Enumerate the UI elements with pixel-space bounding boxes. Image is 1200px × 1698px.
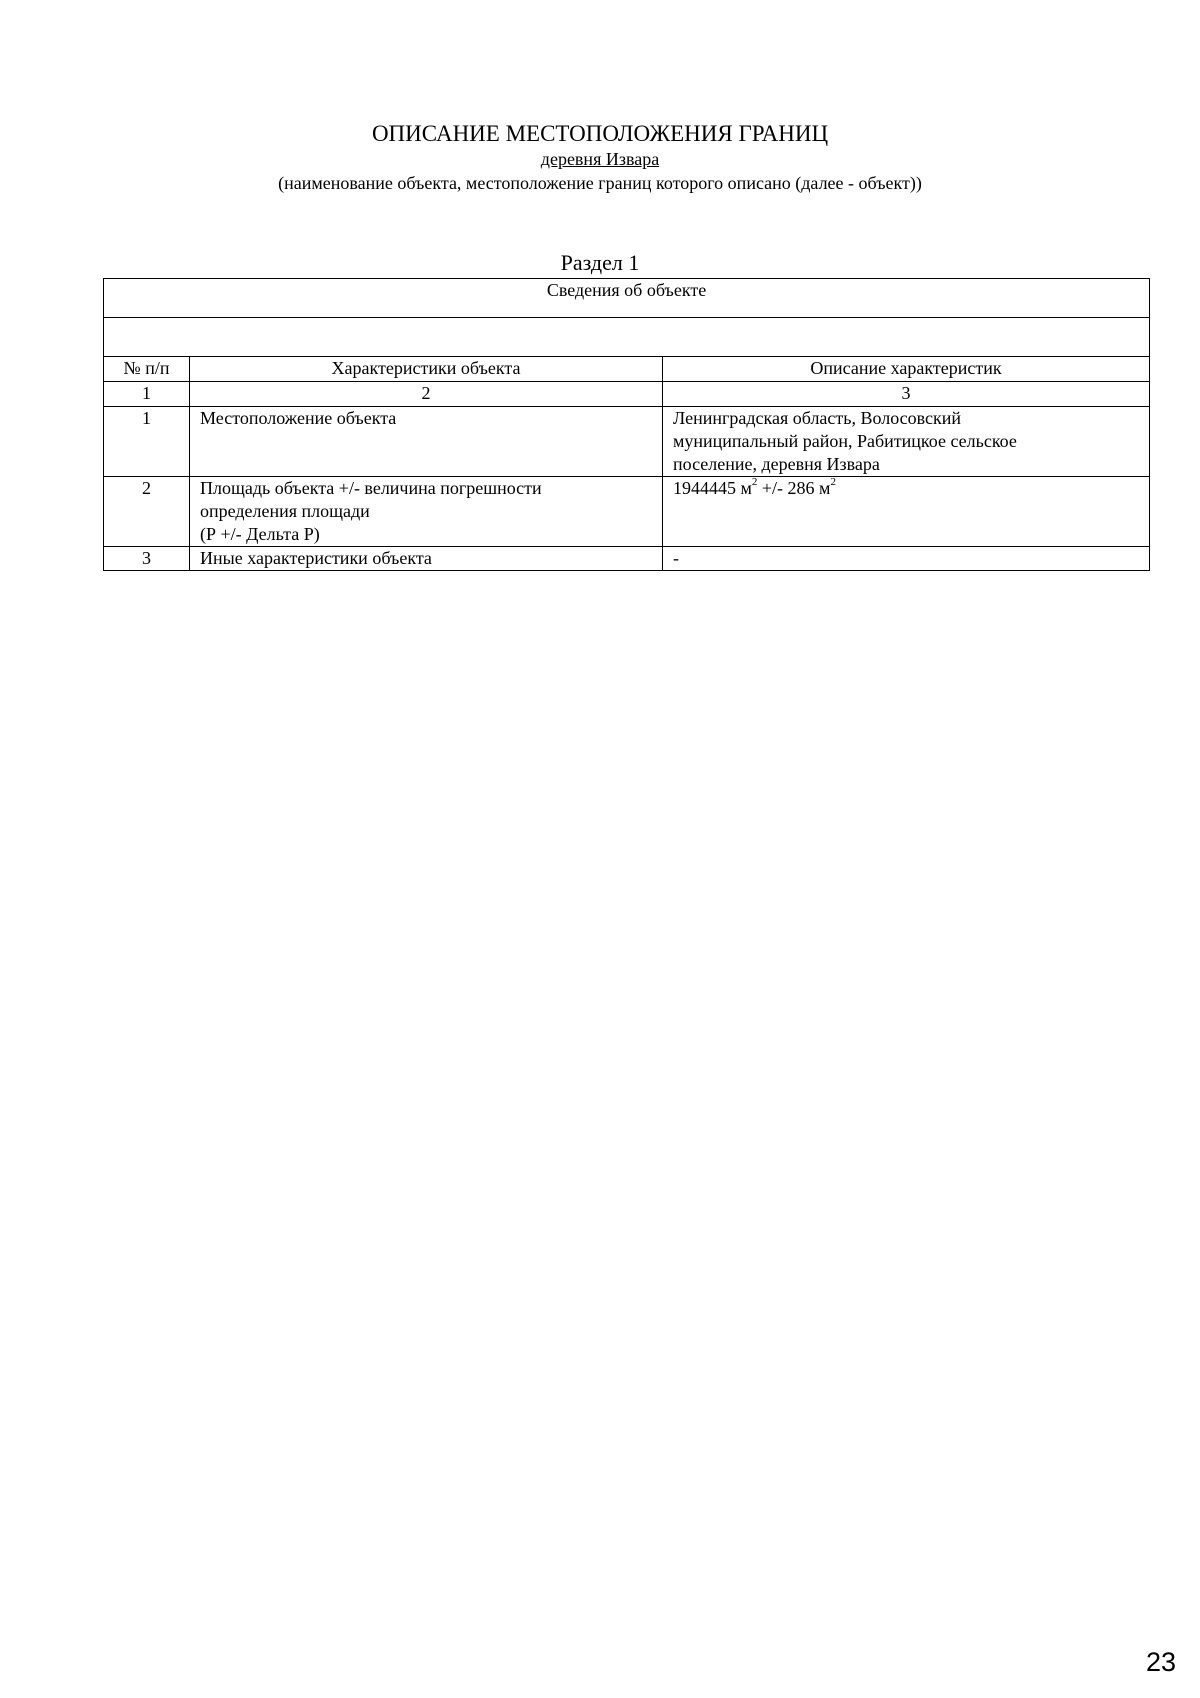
area-tolerance: +/- 286 м <box>757 478 831 498</box>
row-description <box>663 407 1150 477</box>
tolerance-unit-power: 2 <box>830 476 836 488</box>
row-characteristic: Иные характеристики объекта <box>190 547 663 571</box>
table-empty-cell <box>104 318 1150 357</box>
page-number: 23 <box>1145 1647 1176 1677</box>
column-number-1: 1 <box>104 382 190 407</box>
header-num: № п/п <box>104 357 190 382</box>
description-line: поселение, деревня Извара <box>673 454 880 474</box>
column-number-2: 2 <box>190 382 663 407</box>
object-info-table <box>103 278 1150 571</box>
header-characteristic: Характеристики объекта <box>190 357 663 382</box>
column-number-row <box>104 382 1150 407</box>
table-empty-row <box>104 318 1150 357</box>
table-caption: Сведения об объекте <box>104 279 1150 318</box>
table-caption-row <box>104 279 1150 318</box>
table-header-row <box>104 357 1150 382</box>
row-characteristic: Местоположение объекта <box>190 407 663 477</box>
row-num: 1 <box>104 407 190 477</box>
description-line: Ленинградская область, Волосовский <box>673 408 962 428</box>
header-description: Описание характеристик <box>663 357 1150 382</box>
table-row <box>104 407 1150 477</box>
table-row <box>104 547 1150 571</box>
object-name-text: деревня Извара <box>540 149 660 169</box>
characteristic-line: определения площади <box>200 501 370 521</box>
row-characteristic <box>190 477 663 547</box>
object-name <box>0 148 1200 170</box>
characteristic-line: Площадь объекта +/- величина погрешности <box>200 478 542 498</box>
table-row <box>104 477 1150 547</box>
row-num: 3 <box>104 547 190 571</box>
row-num: 2 <box>104 477 190 547</box>
object-caption: (наименование объекта, местоположение границ которого описано (далее - объект)) <box>278 173 922 193</box>
row-description: - <box>663 547 1150 571</box>
document-title: ОПИСАНИЕ МЕСТОПОЛОЖЕНИЯ ГРАНИЦ <box>371 121 829 146</box>
section-title: Раздел 1 <box>560 250 640 275</box>
row-description <box>663 477 1150 547</box>
characteristic-line: (Р +/- Дельта Р) <box>200 524 320 544</box>
area-value: 1944445 м <box>673 478 752 498</box>
column-number-3: 3 <box>663 382 1150 407</box>
description-line: муниципальный район, Рабитицкое сельское <box>673 431 1017 451</box>
area-unit-power: 2 <box>751 476 758 488</box>
